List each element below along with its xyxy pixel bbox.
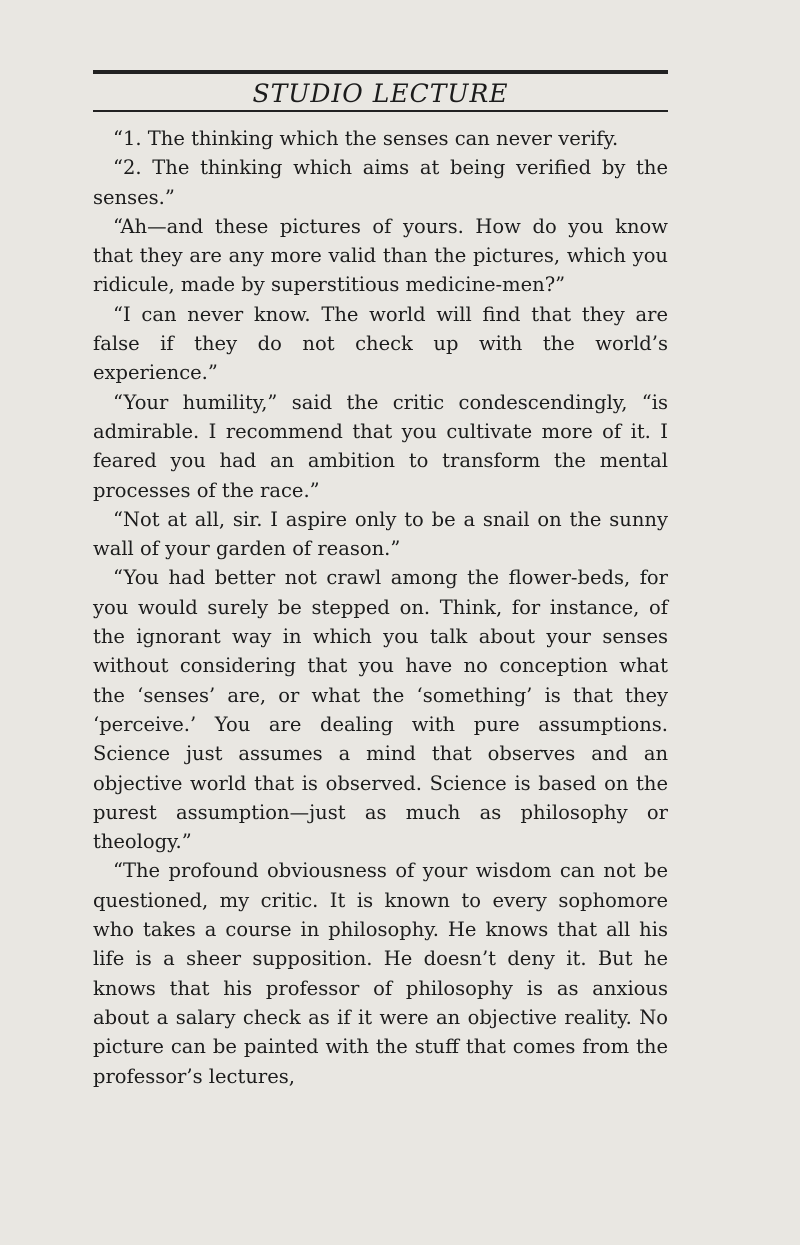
paragraph-6: “Not at all, sir. I aspire only to be a snail on the sunny wall of your garden of reason.” (93, 507, 668, 561)
paragraph-7: “You had better not crawl among the flower-beds, for you would surely be stepped on. Think, for instance, of the ignorant way in which you talk about your senses without considering that you have no conception what the ‘senses’ are, or what the ‘something’ is that they ‘perceive.’ You are dealing with pure assumptions. Science just assumes a mind that observes and an objective world that is observed. Science is based on the purest assumption—just as much as philosophy or theology.” (93, 566, 668, 854)
header-rule-top (93, 70, 668, 74)
paragraph-4: “I can never know. The world will find that they are false if they do not check up with the world’s experience.” (93, 302, 668, 385)
paragraph-8: “The profound obviousness of your wisdom can not be questioned, my critic. It is known to every sophomore who takes a course in philosophy. He knows that all his life is a sheer supposition. He doesn’t deny it. But he knows that his professor of philosophy is as anxious about a salary check as if it were an objective reality. No picture can be painted with the stuff that comes from the professor’s lectures, (93, 859, 668, 1088)
paragraph-3: “Ah—and these pictures of yours. How do you know that they are any more valid than the pictures, which you ridicule, made by superstitious medicine-men?” (93, 214, 668, 297)
paragraph-1: “1. The thinking which the senses can never verify. (113, 127, 619, 150)
running-head: STUDIO LECTURE (252, 79, 509, 108)
paragraph-2: “2. The thinking which aims at being verified by the senses.” (93, 156, 668, 209)
body-text (93, 124, 668, 1091)
header-rule-bottom (93, 110, 668, 112)
paragraph-5: “Your humility,” said the critic condescendingly, “is admirable. I recommend that you cultivate more of it. I feared you had an ambition to transform the mental processes of the race.” (93, 390, 668, 502)
